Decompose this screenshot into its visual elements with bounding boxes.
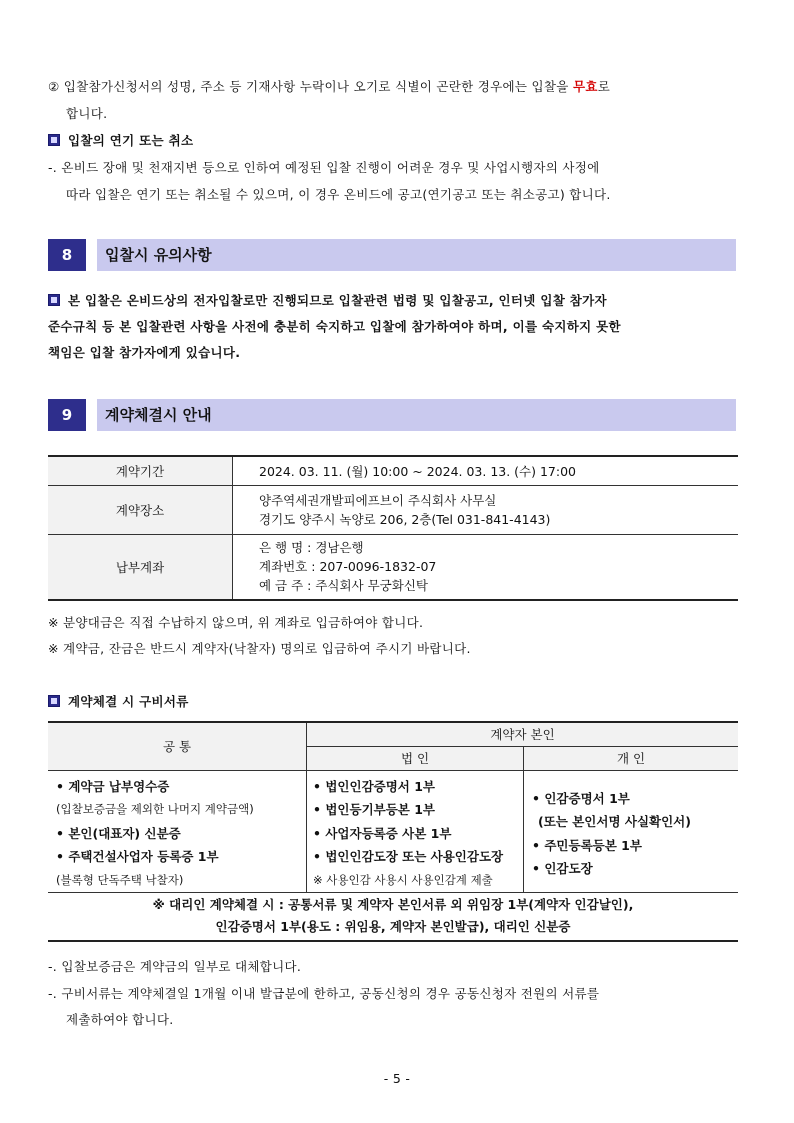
corp-doc-item: • 사업자등록증 사본 1부 <box>313 825 452 841</box>
table-row <box>48 722 738 746</box>
account-bank: 은 행 명 : 경남은행 <box>259 540 364 556</box>
common-doc-item: • 주택건설사업자 등록증 1부 <box>56 849 219 864</box>
section-8-line1 <box>48 292 607 310</box>
col-indiv-header: 개 인 <box>524 746 739 770</box>
item-2-suffix: 로 <box>597 79 611 94</box>
section-9-note2: ※ 계약금, 잔금은 반드시 계약자(낙찰자) 명의로 입금하여 주시기 바랍니다. <box>48 641 471 656</box>
invalid-emphasis: 무효 <box>572 79 598 94</box>
contract-period-value <box>233 456 739 485</box>
item-2-line2: 합니다. <box>66 106 108 121</box>
docs-footer-line3: 제출하여야 합니다. <box>66 1012 174 1027</box>
corp-doc-item: • 법인인감도장 또는 사용인감도장 <box>313 849 504 864</box>
docs-heading <box>48 693 189 711</box>
square-bullet-icon <box>48 695 60 707</box>
common-doc-item: (블록형 단독주택 낙찰자) <box>56 872 184 887</box>
contract-info-table <box>48 455 738 601</box>
section-8-number: 8 <box>48 239 86 271</box>
required-docs-table <box>48 721 738 942</box>
indiv-doc-item: (또는 본인서명 사실확인서) <box>538 814 691 829</box>
table-row <box>48 456 738 485</box>
section-9-note1: ※ 분양대금은 직접 수납하지 않으며, 위 계좌로 입금하여야 합니다. <box>48 615 424 630</box>
indiv-doc-item: • 주민등록등본 1부 <box>532 837 642 853</box>
account-value <box>233 534 739 600</box>
corp-doc-item: • 법인인감증명서 1부 <box>313 778 435 794</box>
table-row <box>48 485 738 534</box>
postpone-heading <box>48 132 193 150</box>
agent-docs-line2: 인감증명서 1부(용도 : 위임용, 계약자 본인발급), 대리인 신분증 <box>215 919 571 935</box>
contract-place-address: 경기도 양주시 녹양로 206, 2층(Tel 031-841-4143) <box>259 511 551 527</box>
agent-docs-line1: ※ 대리인 계약체결 시 : 공통서류 및 계약자 본인서류 외 위임장 1부(계약자 인감날인), <box>152 897 634 913</box>
section-8-line3: 책임은 입찰 참가자에게 있습니다. <box>48 345 241 360</box>
docs-footer-line2: -. 구비서류는 계약체결일 1개월 이내 발급분에 한하고, 공동신청의 경우 공동신청자 전원의 서류를 <box>48 986 600 1001</box>
common-doc-item: (입찰보증금을 제외한 나머지 계약금액) <box>56 802 254 816</box>
contract-period-label: 계약기간 <box>48 456 233 485</box>
common-doc-item: • 계약금 납부영수증 <box>56 778 170 794</box>
contract-place-value <box>233 485 739 534</box>
account-number: 계좌번호 : 207-0096-1832-07 <box>259 559 437 575</box>
page-number: - 5 - <box>383 1071 411 1086</box>
section-8-line2: 준수규칙 등 본 입찰관련 사항을 사전에 충분히 숙지하고 입찰에 참가하여야 하며, 이를 숙지하지 못한 <box>48 319 621 334</box>
account-holder: 예 금 주 : 주식회사 무궁화신탁 <box>259 578 428 594</box>
indiv-doc-item: • 인감증명서 1부 <box>532 790 630 806</box>
item-2-prefix: ② 입찰참가신청서의 성명, 주소 등 기재사항 누락이나 오기로 식별이 곤란한 경우에는 입찰을 <box>48 79 573 94</box>
common-docs-cell <box>48 770 307 893</box>
agent-docs-cell <box>48 893 738 941</box>
table-row <box>48 770 738 893</box>
section-9-number: 9 <box>48 399 86 431</box>
square-bullet-icon <box>48 294 60 306</box>
col-corp-header: 법 인 <box>307 746 524 770</box>
indiv-docs-cell <box>524 770 739 893</box>
col-self-header: 계약자 본인 <box>307 722 739 746</box>
docs-footer-line1: -. 입찰보증금은 계약금의 일부로 대체합니다. <box>48 959 302 974</box>
contract-place-company: 양주역세권개발피에프브이 주식회사 사무실 <box>259 492 497 508</box>
section-8-title: 입찰시 유의사항 <box>97 239 736 271</box>
col-common-header: 공 통 <box>48 722 307 770</box>
indiv-doc-item: • 인감도장 <box>532 861 593 876</box>
docs-heading-text: 계약체결 시 구비서류 <box>68 694 189 709</box>
common-doc-item: • 본인(대표자) 신분증 <box>56 825 181 841</box>
corp-doc-item: • 법인등기부등본 1부 <box>313 802 435 817</box>
table-row <box>48 893 738 941</box>
postpone-heading-text: 입찰의 연기 또는 취소 <box>68 133 194 148</box>
postpone-line2: 따라 입찰은 연기 또는 취소될 수 있으며, 이 경우 온비드에 공고(연기공고 또는 취소공고) 합니다. <box>66 187 611 202</box>
item-2-text <box>48 78 610 96</box>
postpone-line1: -. 온비드 장애 및 천재지변 등으로 인하여 예정된 입찰 진행이 어려운 경우 및 사업시행자의 사정에 <box>48 160 600 175</box>
contract-place-label: 계약장소 <box>48 485 233 534</box>
contract-period-text: 2024. 03. 11. (월) 10:00 ~ 2024. 03. 13. (수) 17:00 <box>259 463 576 479</box>
square-bullet-icon <box>48 134 60 146</box>
corp-docs-cell <box>307 770 524 893</box>
table-row <box>48 534 738 600</box>
section-8-line1-text: 본 입찰은 온비드상의 전자입찰로만 진행되므로 입찰관련 법령 및 입찰공고, 인터넷 입찰 참가자 <box>68 293 607 308</box>
corp-doc-item: ※ 사용인감 사용시 사용인감계 제출 <box>313 872 493 887</box>
section-9-title: 계약체결시 안내 <box>97 399 736 431</box>
account-label: 납부계좌 <box>48 534 233 600</box>
